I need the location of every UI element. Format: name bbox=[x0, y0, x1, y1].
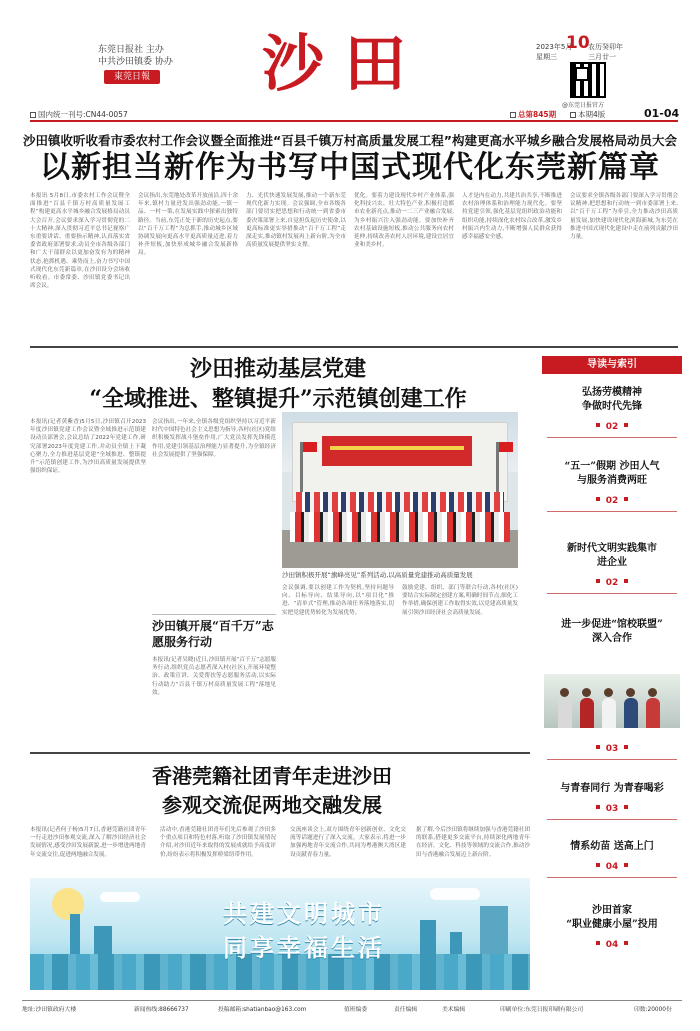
index-item-title: 与服务消费两旺 bbox=[577, 475, 647, 486]
lead-col-4: 优化。要着力建设现代乡村产业体系,强化科技兴农、壮大特色产业,积极打造都市农业新亮点,推动一二三产业融合发展,为乡村振兴注入强劲动能。要加快补齐农村基础设施短板,推动公共服务向农村延伸,持续改善农村人居环境,建设宜居宜业和美乡村。 bbox=[354, 193, 454, 249]
index-item-title: 新时代文明实践集市 bbox=[567, 543, 657, 554]
poster-slogan-line2: 同享幸福生活 bbox=[223, 934, 385, 962]
story2-headline-line2: “全域推进、整镇提升”示范镇创建工作 bbox=[89, 386, 467, 412]
checkbox-square-icon bbox=[510, 112, 516, 118]
footer-duty-editor: 值班编委 bbox=[344, 1007, 368, 1013]
footer-phone: 新闻热线:88666737 bbox=[134, 1007, 189, 1013]
story3-headline-line1: 香港莞籍社团青年走进沙田 bbox=[152, 764, 392, 788]
index-item[interactable] bbox=[542, 782, 682, 820]
index-item-rule bbox=[547, 511, 677, 512]
index-item[interactable] bbox=[542, 618, 682, 646]
index-item-title: 情系幼苗 送高上门 bbox=[570, 841, 654, 852]
story2b-body: 本报讯(记者吴晓)近日,沙田镇开展“百千万”志愿服务行动,组织党员志愿者深入村(社区),开展环境整治、政策宣讲、关爱帮扶等志愿服务活动,以实际行动助力“百县千镇万村高质量发展工程”落地见效。 bbox=[152, 657, 276, 696]
section-divider bbox=[30, 752, 530, 754]
issue-number: 总第845期 bbox=[510, 109, 556, 120]
edition-count: 本期4版 bbox=[570, 109, 605, 120]
lead-col-1: 本报讯 5月8日,市委农村工作会议暨全面推进“百县千镇万村高质量发展工程”构建更高水平城乡融合发展格局动员大会召开,会议要求深入学习贯彻党的二十大精神,深入贯彻习近平总书记视察广东重要讲话、重要指示精神,认真落实省委省政府部署要求,动员全市各级各部门和广大干部群众以更加奋发有为的精神状态,抢抓机遇、乘势而上,奋力书写中国式现代化东莞新篇章,在沙田设分会场收听收看。市委常委、沙田镇党委书记出席会议。 bbox=[30, 193, 130, 290]
story2-col-5: 鼓励党建、组织、部门等联合行动,各村(社区)要结合实际制定创建方案,明确时间节点,细化工作举措,确保创建工作取得实效,以党建高质量发展引领沙田经济社会高质量发展。 bbox=[402, 585, 518, 616]
index-item[interactable] bbox=[542, 542, 682, 594]
page-range: 01-04 bbox=[644, 107, 680, 120]
red-flag-icon bbox=[303, 442, 317, 452]
bullet-icon bbox=[624, 423, 628, 427]
story2-col-2: 会议指出,一年来,全镇各级党组织坚持以习近平新时代中国特色社会主义思想为指导,各村(社区)党组织积极发挥战斗堡垒作用,广大党员发挥先锋模范作用,党建引领基层治理能力显著提升,为全镇经济社会发展提供了坚强保障。 bbox=[152, 419, 276, 458]
lead-col-3: 力、光伏快速发展发展,推动一个新东莞现代化新力实现。会议强调,全市各级各部门要切实把思想和行动统一到省委市委决策部署上来,自觉担负起历史使命,以更高标准更实举措推动“百千万工程”走深走实,推动镇村发展再上新台阶,为全市高质量发展提供坚实支撑。 bbox=[246, 193, 346, 249]
bullet-icon bbox=[596, 579, 600, 583]
lead-col-6: 会议要求全镇各级各部门要深入学习贯彻会议精神,把思想和行动统一到市委部署上来,以“百千万工程”为牵引,全力推动沙田高质量发展,加快建设现代化滨海新城,为东莞在推进中国式现代化建设中走在前列贡献沙田力量。 bbox=[570, 193, 678, 241]
publisher-info bbox=[98, 44, 173, 68]
bullet-icon bbox=[624, 805, 628, 809]
index-item-rule bbox=[547, 437, 677, 438]
checkbox-square-icon bbox=[30, 112, 36, 118]
index-item-rule bbox=[547, 759, 677, 760]
paper-logo: 東莞日報 bbox=[104, 70, 160, 84]
index-item-page: 02 bbox=[605, 422, 619, 432]
story3-headline-line2: 参观交流促两地交融发展 bbox=[162, 793, 382, 817]
photo-person-head bbox=[582, 688, 591, 697]
index-item-title: 弘扬劳模精神 bbox=[582, 387, 642, 398]
lunar-date: 三月廿一 bbox=[588, 53, 616, 61]
story3-col-1: 本报讯(记者何子杨)5月7日,香港莞籍社团青年一行走进沙田参观交流,深入了解沙田经济社会发展情况,感受沙田发展新貌,进一步增进两地青年交流交往,促进两地融合发展。 bbox=[30, 827, 146, 858]
bullet-icon bbox=[596, 497, 600, 501]
index-rail bbox=[542, 356, 682, 991]
newspaper-title: 沙田 bbox=[262, 27, 427, 100]
sub-divider bbox=[152, 614, 276, 615]
footer bbox=[22, 1000, 682, 1014]
bullet-icon bbox=[596, 805, 600, 809]
index-header: 导读与索引 bbox=[542, 356, 682, 374]
photo-person-head bbox=[626, 688, 635, 697]
lunar-year: 农历癸卯年 bbox=[588, 43, 623, 51]
index-item-page: 03 bbox=[605, 744, 619, 754]
footer-printer: 印刷单位:东莞日报印刷有限公司 bbox=[500, 1007, 584, 1013]
index-item-page: 02 bbox=[605, 578, 619, 588]
index-item[interactable] bbox=[542, 460, 682, 512]
issue-info-bar bbox=[30, 108, 678, 122]
index-item-page: 03 bbox=[605, 804, 619, 814]
photo-person-head bbox=[604, 688, 613, 697]
bullet-icon bbox=[596, 941, 600, 945]
photo-person bbox=[624, 698, 638, 728]
section-divider bbox=[30, 346, 678, 348]
lead-col-5: 人才是内在动力,共建共治共享,不断推进农村治理体系和治理能力现代化。要坚持党建引领,强化基层党组织政治功能和组织功能,持续深化农村综合改革,激发乡村振兴内生动力,不断增强人民群众获得感幸福感安全感。 bbox=[462, 193, 562, 241]
bullet-icon bbox=[624, 579, 628, 583]
story2-col-1: 本报讯(记者黄紫香)5月5日,沙田镇召开2023年度沙田镇党建工作会议暨全域推进示范镇建设动员部署会,会议总结了2022年党建工作,研究部署2023年度党建工作,并动员全镇上下凝心聚力,全力推进基层党建“全域推进、整镇提升”示范镇创建工作,为沙田高质量发展提供坚强组织保证。 bbox=[30, 419, 146, 475]
index-item[interactable] bbox=[542, 904, 682, 951]
index-item-page: 04 bbox=[605, 940, 619, 950]
photo-person-head bbox=[648, 688, 657, 697]
photo-banner bbox=[322, 436, 472, 466]
index-item[interactable] bbox=[542, 386, 682, 438]
lead-col-2: 会议指出,东莞地处改革开放前沿,四十余年来,镇村力量迸发出强劲动能,一镇一品、一村一策,在发展实践中探索出独特路径。当前,东莞正处于新的历史起点,要以“百千万工程”为总抓手,推动城乡区域协调发展向更高水平更高质量迈进,着力补齐短板,加快形成城乡融合发展新格局。 bbox=[138, 193, 238, 257]
index-item-title: 进一步促进“馆校联盟” bbox=[561, 619, 663, 630]
story3-col-2: 活动中,香港莞籍社团青年们先后参观了沙田多个重点项目和特色村落,听取了沙田镇发展情况介绍,对沙田近年来取得的发展成就给予高度评价,纷纷表示将积极发挥桥梁纽带作用。 bbox=[160, 827, 276, 858]
cn-number: 国内统一刊号:CN44-0057 bbox=[30, 109, 128, 120]
qr-caption: @东莞日报官方 bbox=[562, 102, 605, 109]
date-weekday: 星期三 bbox=[536, 53, 557, 61]
bullet-icon bbox=[624, 863, 628, 867]
index-item-title: 争做时代先锋 bbox=[582, 401, 642, 412]
index-item-title: “职业健康小屋”投用 bbox=[566, 919, 658, 930]
story2-photo bbox=[282, 412, 518, 568]
lead-kicker: 沙田镇收听收看市委农村工作会议暨全面推进“百县千镇万村高质量发展工程”构建更高水平城乡融合发展格局动员大会 bbox=[23, 133, 677, 148]
photo-person bbox=[602, 698, 616, 728]
lead-headline: 以新担当新作为书写中国式现代化东莞新篇章 bbox=[40, 150, 660, 185]
story2b-subheadline: 沙田镇开展“百千万”志愿服务行动 bbox=[152, 619, 274, 649]
index-item[interactable] bbox=[542, 840, 682, 878]
story2-headline-line1: 沙田推动基层党建 bbox=[189, 356, 366, 382]
bullet-icon bbox=[624, 941, 628, 945]
index-item-title: 沙田首家 bbox=[592, 905, 632, 916]
poster-slogan-line1: 共建文明城市 bbox=[223, 900, 385, 928]
masthead bbox=[0, 0, 700, 109]
index-item-title: 深入合作 bbox=[592, 633, 632, 644]
story3-col-4: 据了解,今后沙田镇将继续加强与香港莞籍社团的联系,搭建更多交流平台,持续深化两地青年在经济、文化、科技等领域的交流合作,推动沙田与香港融合发展迈上新台阶。 bbox=[416, 827, 530, 858]
bullet-icon bbox=[624, 497, 628, 501]
photo-person bbox=[558, 698, 572, 728]
photo-person-head bbox=[560, 688, 569, 697]
footer-email: 投稿邮箱:shatianbao@163.com bbox=[218, 1007, 307, 1013]
footer-editor: 责任编辑 bbox=[394, 1007, 418, 1013]
story2-col-4: 会议强调,要以创建工作为契机,坚持问题导向、目标导向、结果导向,以“项目化”推进、“清单式”管理,推动各项任务落地落实,切实把党建优势转化为发展优势。 bbox=[282, 585, 394, 616]
org-line-1: 东莞日报社 主办 bbox=[98, 45, 164, 55]
index-item-title: 进企业 bbox=[597, 557, 627, 568]
civic-poster bbox=[30, 878, 530, 990]
photo-person bbox=[580, 698, 594, 728]
index-item-page: 04 bbox=[605, 862, 619, 872]
bullet-icon bbox=[624, 745, 628, 749]
bullet-icon bbox=[596, 863, 600, 867]
date-day: 10 bbox=[566, 33, 590, 53]
footer-address: 地址:沙田镇政府大楼 bbox=[22, 1007, 77, 1013]
bullet-icon bbox=[596, 423, 600, 427]
qr-code-icon[interactable] bbox=[570, 62, 606, 98]
index-item-rule bbox=[547, 593, 677, 594]
footer-design: 美术编辑 bbox=[442, 1007, 466, 1013]
index-item-rule bbox=[547, 819, 677, 820]
footer-circulation: 印数:20000份 bbox=[634, 1007, 672, 1013]
index-item-page-row[interactable] bbox=[542, 736, 682, 760]
date-year: 2023年5月 bbox=[536, 43, 573, 51]
photo-group-front-row bbox=[290, 512, 510, 542]
org-line-2: 中共沙田镇委 协办 bbox=[98, 57, 173, 67]
checkbox-square-icon bbox=[570, 112, 576, 118]
story3-col-3: 交流座谈会上,双方围绕青年创新创业、文化交流等话题进行了深入交流。大家表示,将进一步加强两地青年交流合作,共同为粤港澳大湾区建设贡献青春力量。 bbox=[290, 827, 406, 858]
red-flag-icon bbox=[499, 442, 513, 452]
photo-caption: 沙田镇积极开展“旗峰亮见”系列活动,以高质量党建推动高质量发展 bbox=[282, 571, 473, 579]
bullet-icon bbox=[596, 745, 600, 749]
rail-photo bbox=[544, 674, 680, 728]
index-item-title: 与青春同行 为青春喝彩 bbox=[560, 783, 664, 794]
index-item-rule bbox=[547, 877, 677, 878]
index-item-page: 02 bbox=[605, 496, 619, 506]
photo-person bbox=[646, 698, 660, 728]
index-item-title: “五一”假期 沙田人气 bbox=[564, 461, 660, 472]
